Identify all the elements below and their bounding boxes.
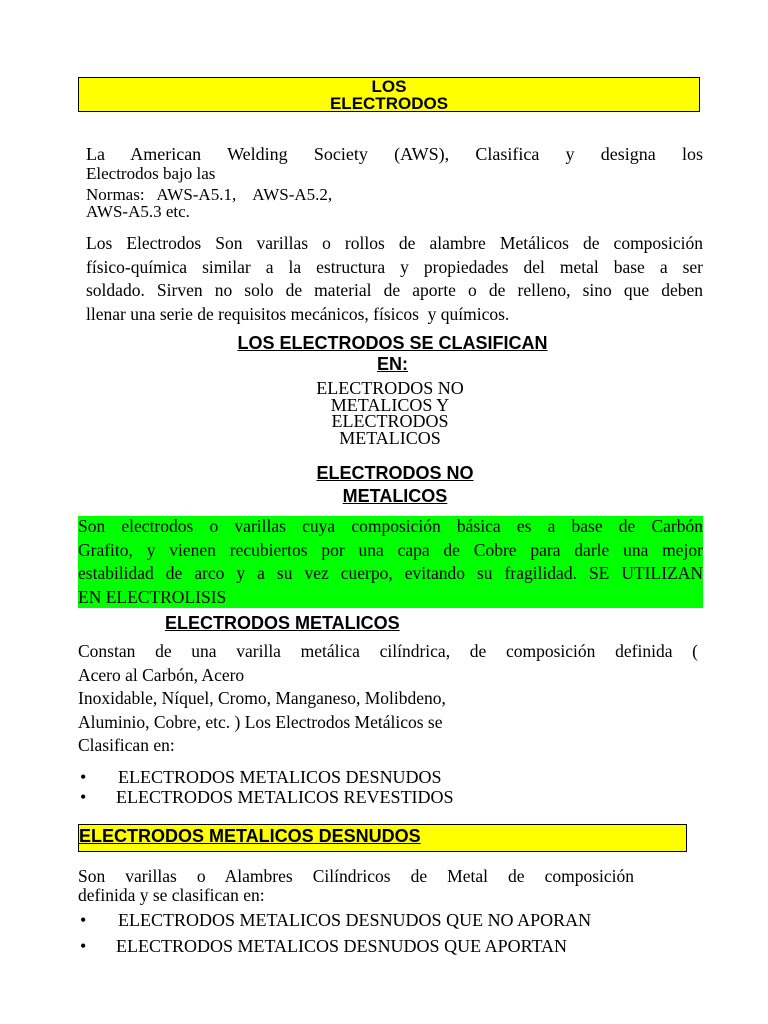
intro-line4: AWS-A5.3 etc. (86, 202, 190, 221)
metallic-line2: Acero al Carbón, Acero (78, 664, 245, 685)
definition-line4: llenar una serie de requisitos mecánicos, físicos y químicos. (86, 303, 510, 324)
definition-line1: Los Electrodos Son varillas o rollos de alambre Metálicos de composición (86, 233, 703, 253)
definition-line3: soldado. Sirven no solo de material de aporte o de relleno, sino que deben (86, 280, 703, 300)
bullet-text: ELECTRODOS METALICOS DESNUDOS (118, 767, 442, 787)
bare-paragraph (78, 867, 634, 905)
non-metallic-line1: Son electrodos o varillas cuya composición básica es a base de Carbón (78, 516, 703, 536)
non-metallic-heading-line2: METALICOS (342, 486, 448, 506)
document-title-line1: LOS (371, 77, 407, 96)
metallic-heading: ELECTRODOS METALICOS (165, 613, 400, 633)
bare-bullet-item (80, 910, 591, 931)
classification-heading-line2: EN: (377, 354, 408, 374)
bullet-text: ELECTRODOS METALICOS DESNUDOS QUE APORTAN (116, 936, 568, 956)
metallic-line5: Clasifican en: (78, 735, 175, 755)
bare-bullet-item (80, 936, 567, 957)
intro-line3: Normas: AWS-A5.1, AWS-A5.2, (86, 185, 333, 204)
metallic-bullet-item (80, 767, 442, 788)
metallic-bullet-item (80, 787, 454, 808)
non-metallic-line3: estabilidad de arco y a su vez cuerpo, evitando su fragilidad. SE UTILIZAN (78, 563, 703, 583)
bullet-text: ELECTRODOS METALICOS REVESTIDOS (116, 787, 454, 807)
bare-heading: ELECTRODOS METALICOS DESNUDOS (79, 826, 421, 846)
metallic-line3: Inoxidable, Níquel, Cromo, Manganeso, Molibdeno, (78, 688, 446, 708)
classification-item: METALICOS (339, 427, 441, 448)
document-title-line2: ELECTRODOS (329, 94, 449, 113)
bullet-icon: • (80, 910, 87, 930)
non-metallic-line2: Grafito, y vienen recubiertos por una capa de Cobre para darle una mejor (78, 539, 703, 560)
non-metallic-line4: EN ELECTROLISIS (78, 586, 227, 607)
bullet-icon: • (80, 767, 87, 787)
classification-list (250, 380, 530, 446)
bare-line1: Son varillas o Alambres Cilíndricos de Metal de composición (78, 866, 634, 886)
definition-line2: físico-química similar a la estructura y propiedades del metal base a ser (86, 256, 703, 277)
classification-item: ELECTRODOS (331, 411, 449, 431)
metallic-line1: Constan de una varilla metálica cilíndrica, de composición definida ( (78, 641, 698, 661)
bare-line2: definida y se clasifican en: (78, 885, 265, 905)
non-metallic-heading-line1: ELECTRODOS NO (316, 463, 474, 483)
classification-item: ELECTRODOS NO (316, 378, 464, 398)
bullet-icon: • (80, 787, 87, 807)
metallic-line4: Aluminio, Cobre, etc. ) Los Electrodos Metálicos se (78, 711, 443, 732)
bare-heading-box (78, 824, 687, 852)
bullet-text: ELECTRODOS METALICOS DESNUDOS QUE NO APORAN (118, 910, 592, 930)
non-metallic-paragraph (78, 515, 703, 609)
metallic-paragraph (78, 640, 698, 758)
intro-line2: Electrodos bajo las (86, 164, 216, 183)
bullet-icon: • (80, 936, 87, 956)
intro-line1: La American Welding Society (AWS), Clasifica y designa los (86, 144, 703, 164)
document-title-box (78, 77, 700, 112)
classification-item: METALICOS Y (330, 394, 450, 415)
definition-paragraph (86, 232, 703, 326)
classification-heading-line1: LOS ELECTRODOS SE CLASIFICAN (237, 333, 548, 353)
